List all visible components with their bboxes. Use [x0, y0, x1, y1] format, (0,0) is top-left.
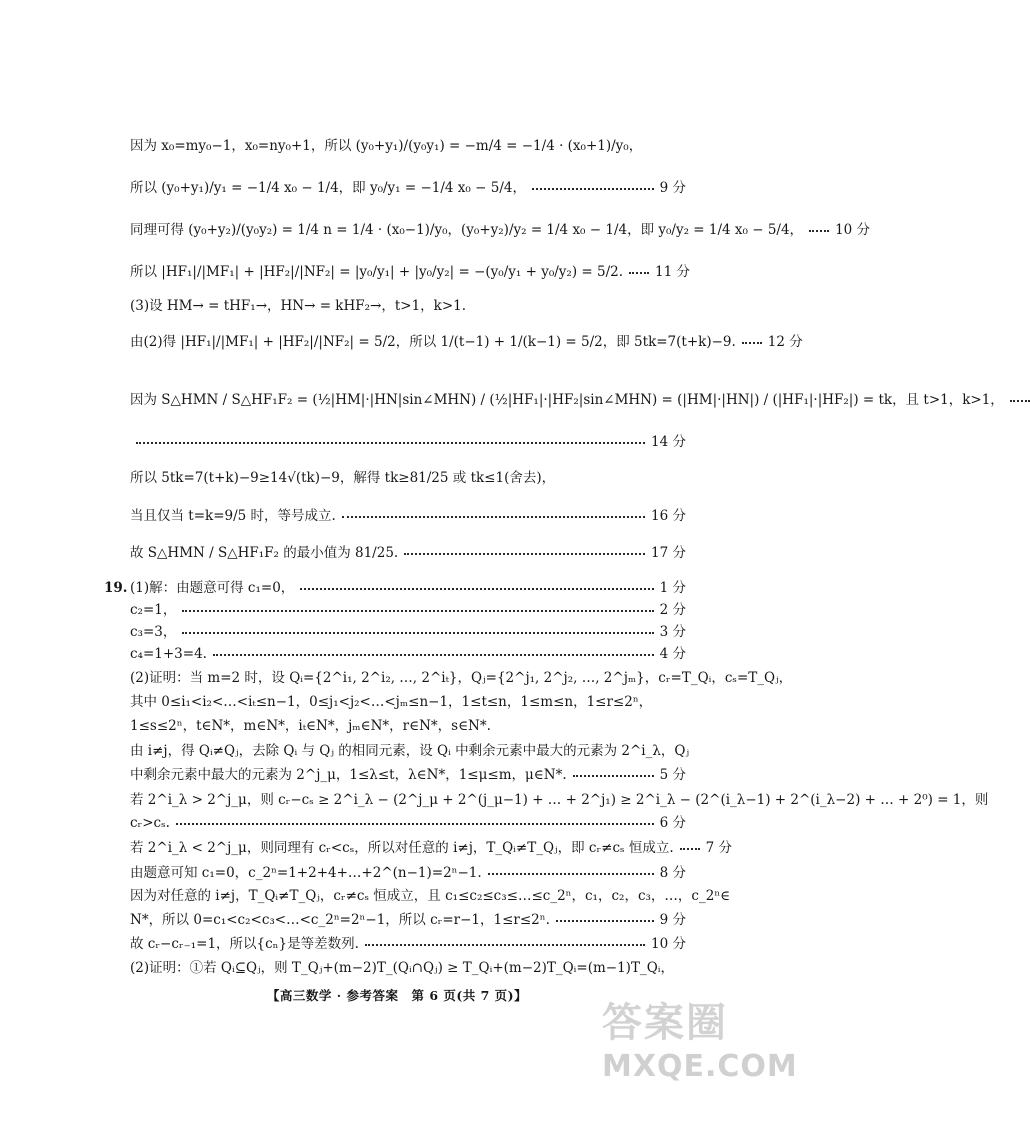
- score-label: 8 分: [659, 865, 686, 881]
- solution-line: (2)证明：①若 Qᵢ⊆Qⱼ，则 T_Qⱼ+(m−2)T_(Qᵢ∩Qⱼ) ≥ T_Qᵢ+(m−2)T_Qᵢ=(m−1)T_Qᵢ，: [130, 960, 674, 976]
- score-label: 4 分: [659, 646, 686, 662]
- solution-line: 因为 S△HMN / S△HF₁F₂ = (½|HM|·|HN|sin∠MHN) / (½|HF₁|·|HF₂|sin∠MHN) = (|HM|·|HN|) / (|HF₁|·|HF₂|) = tk，且 t>1，k>1，: [130, 390, 686, 410]
- solution-line: 由 i≠j，得 Qᵢ≠Qⱼ，去除 Qᵢ 与 Qⱼ 的相同元素，设 Qᵢ 中剩余元素中最大的元素为 2^i_λ，Qⱼ: [130, 743, 690, 759]
- watermark-logo: [582, 991, 798, 1101]
- solution-line: c₂=1， 2 分: [130, 602, 686, 618]
- solution-line: 中剩余元素中最大的元素为 2^j_μ，1≤λ≤t，λ∈N*，1≤μ≤m，μ∈N*. 5 分: [130, 767, 686, 783]
- score-label: 10 分: [651, 936, 686, 952]
- solution-line: 由(2)得 |HF₁|/|MF₁| + |HF₂|/|NF₂| = 5/2，所以 1/(t−1) + 1/(k−1) = 5/2，即 5tk=7(t+k)−9. 12 分: [130, 334, 803, 350]
- solution-line: c₄=1+3=4. 4 分: [130, 646, 686, 662]
- solution-line: 1≤s≤2ⁿ，t∈N*，m∈N*，iₜ∈N*，jₘ∈N*，r∈N*，s∈N*.: [130, 718, 491, 734]
- solution-line: 所以 5tk=7(t+k)−9≥14√(tk)−9，解得 tk≥81/25 或 tk≤1(舍去)，: [130, 470, 556, 486]
- solution-line: (3)设 HM→ = tHF₁→，HN→ = kHF₂→，t>1，k>1.: [130, 298, 467, 314]
- score-label: 14 分: [651, 434, 686, 450]
- solution-line: 因为对任意的 i≠j，T_Qᵢ≠T_Qⱼ，cᵣ≠cₛ 恒成立，且 c₁≤c₂≤c₃≤…≤c_2ⁿ，c₁，c₂，c₃，…，c_2ⁿ∈: [130, 888, 731, 904]
- score-label: 9 分: [659, 912, 686, 928]
- score-label: 1 分: [659, 580, 686, 596]
- solution-line: 当且仅当 t=k=9/5 时，等号成立. 16 分: [130, 508, 686, 524]
- solution-line: 由题意可知 c₁=0，c_2ⁿ=1+2+4+…+2^(n−1)=2ⁿ−1. 8 分: [130, 865, 686, 881]
- solution-line: 同理可得 (y₀+y₂)/(y₀y₂) = 1/4 n = 1/4 · (x₀−1)/y₀，(y₀+y₂)/y₂ = 1/4 x₀ − 1/4，即 y₀/y₂ = 1/4 x₀ − 5/4， 10 分: [130, 222, 871, 238]
- solution-line: 所以 (y₀+y₁)/y₁ = −1/4 x₀ − 1/4，即 y₀/y₁ = −1/4 x₀ − 5/4， 9 分: [130, 180, 686, 196]
- solution-line: 若 2^i_λ > 2^j_μ，则 cᵣ−cₛ ≥ 2^i_λ − (2^j_μ + 2^(j_μ−1) + … + 2^j₁) ≥ 2^i_λ − (2^(i_λ−1) + 2^(i_λ−2) + … + 2⁰) = 1，则: [130, 792, 989, 808]
- question-number: 19.: [104, 580, 128, 596]
- solution-line: 因为 x₀=my₀−1，x₀=ny₀+1，所以 (y₀+y₁)/(y₀y₁) = −m/4 = −1/4 · (x₀+1)/y₀，: [130, 138, 643, 154]
- solution-line: (1)解：由题意可得 c₁=0， 1 分: [130, 580, 686, 596]
- page-footer: 【高三数学 · 参考答案 第 6 页(共 7 页)】: [266, 988, 528, 1003]
- solution-line: (2)证明：当 m=2 时，设 Qᵢ={2^i₁, 2^i₂, …, 2^iₜ}，Qⱼ={2^j₁, 2^j₂, …, 2^jₘ}，cᵣ=T_Qᵢ，cₛ=T_Qⱼ，: [130, 670, 793, 686]
- solution-line: 所以 |HF₁|/|MF₁| + |HF₂|/|NF₂| = |y₀/y₁| + |y₀/y₂| = −(y₀/y₁ + y₀/y₂) = 5/2. 11 分: [130, 264, 690, 280]
- score-label: 12 分: [767, 334, 803, 350]
- watermark-text-cn: 答案圈: [602, 1000, 728, 1046]
- score-label: 2 分: [659, 602, 686, 618]
- score-label: 3 分: [659, 624, 686, 640]
- score-label: 6 分: [659, 815, 686, 831]
- solution-line: c₃=3， 3 分: [130, 624, 686, 640]
- score-label: 9 分: [659, 180, 686, 196]
- score-label: 17 分: [651, 545, 686, 561]
- watermark-text-en: MXQE.COM: [602, 1049, 798, 1084]
- score-label: 10 分: [835, 222, 871, 238]
- solution-line: N*，所以 0=c₁<c₂<c₃<…<c_2ⁿ=2ⁿ−1，所以 cᵣ=r−1，1≤r≤2ⁿ. 9 分: [130, 912, 686, 928]
- solution-line: cᵣ>cₛ. 6 分: [130, 815, 686, 831]
- score-label: 7 分: [705, 840, 733, 856]
- solution-line: 故 S△HMN / S△HF₁F₂ 的最小值为 81/25. 17 分: [130, 545, 686, 561]
- score-label: 16 分: [651, 508, 686, 524]
- solution-line: 故 cᵣ−cᵣ₋₁=1，所以{cₙ}是等差数列. 10 分: [130, 936, 686, 952]
- solution-line: [130, 432, 686, 452]
- solution-line: 其中 0≤i₁<i₂<…<iₜ≤n−1，0≤j₁<j₂<…<jₘ≤n−1，1≤t≤n，1≤m≤n，1≤r≤2ⁿ，: [130, 694, 653, 710]
- solution-line: 若 2^i_λ < 2^j_μ，则同理有 cᵣ<cₛ，所以对任意的 i≠j，T_Qᵢ≠T_Qⱼ，即 cᵣ≠cₛ 恒成立. 7 分: [130, 840, 733, 856]
- score-label: 5 分: [659, 767, 686, 783]
- score-label: 11 分: [655, 264, 690, 280]
